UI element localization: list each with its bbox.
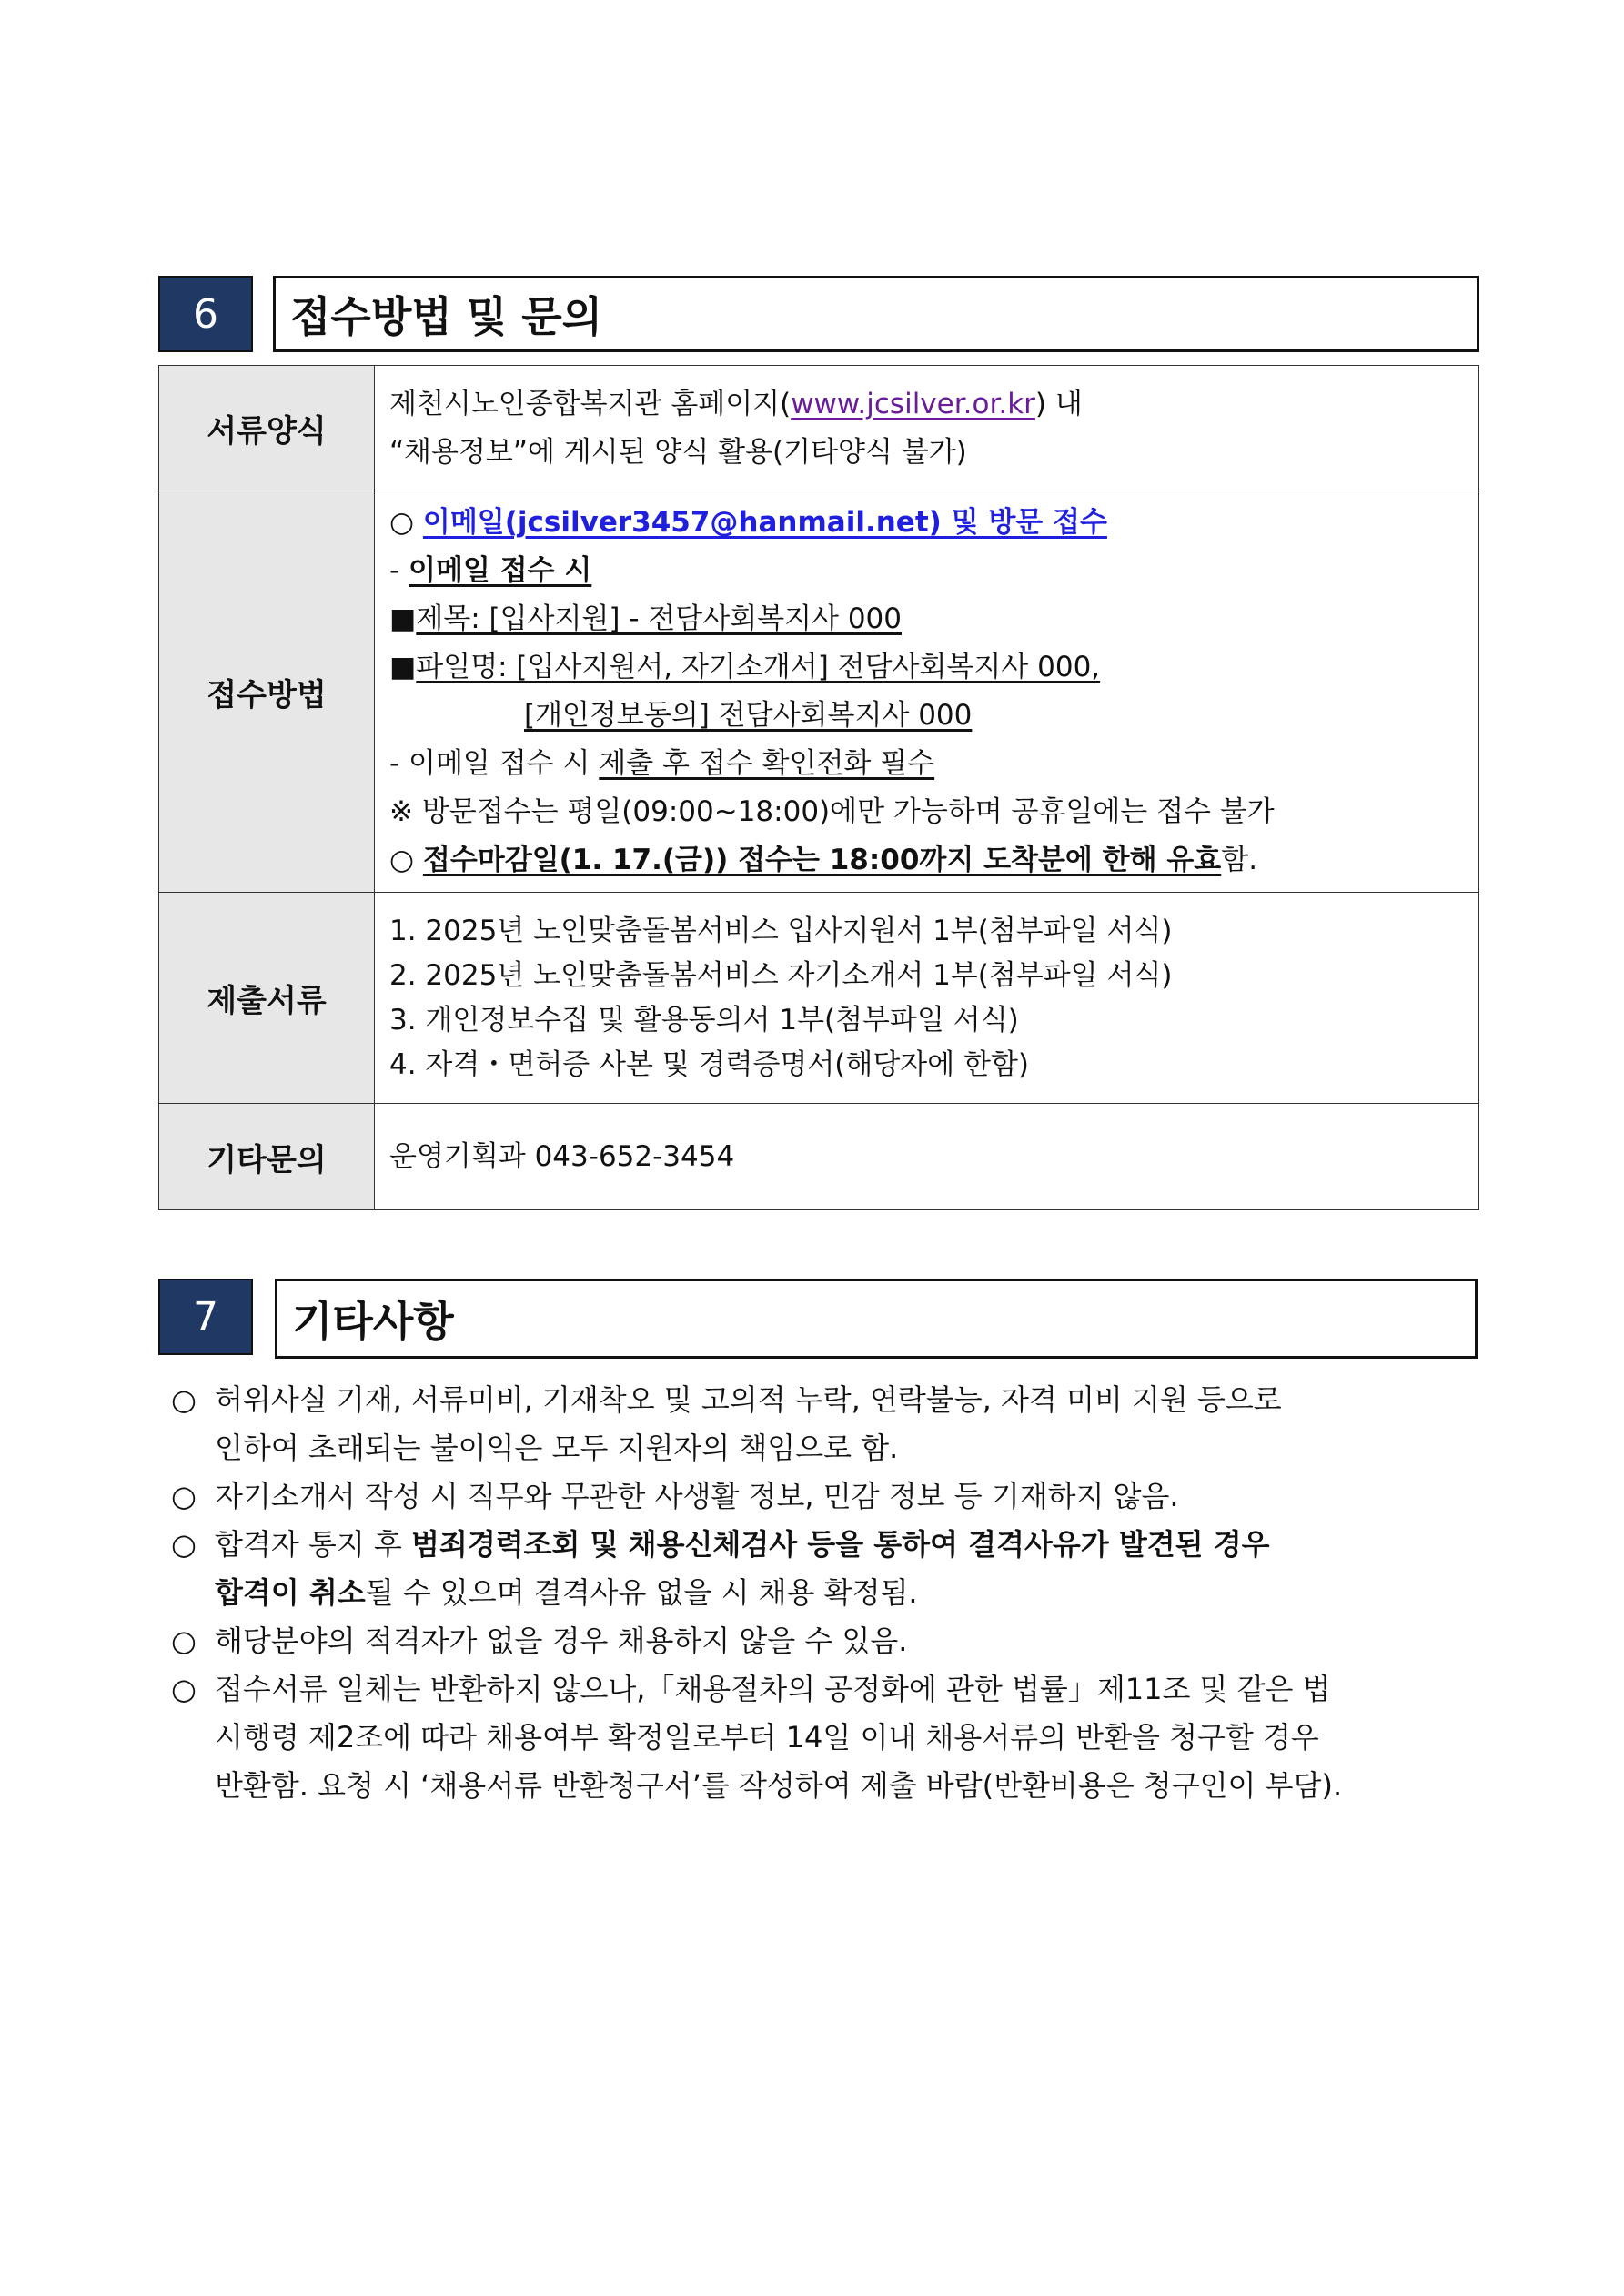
note-item xyxy=(171,1665,1490,1810)
note-5-line-3: 반환함. 요청 시 ‘채용서류 반환청구서’를 작성하여 제출 바람(반환비용은 청구인이 부담). xyxy=(215,1768,1343,1803)
docs-content xyxy=(375,893,1479,1104)
file-name: 파일명: [입사지원서, 자기소개서] 전담사회복지사 000, xyxy=(416,651,1101,683)
method-line-5 xyxy=(389,692,1464,740)
confirm-text: - 이메일 접수 시 xyxy=(389,747,600,780)
circle-mark: ○ xyxy=(171,1623,197,1658)
note-3-bold: 범죄경력조회 및 채용신체검사 등을 통하여 결격사유가 발견된 경우 xyxy=(411,1527,1270,1562)
note-3-bold-2: 합격이 취소 xyxy=(215,1575,366,1610)
doc-item: 3. 개인정보수집 및 활용동의서 1부(첨부파일 서식) xyxy=(389,1003,1019,1037)
email-subject: 제목: [입사지원] - 전담사회복지사 000 xyxy=(416,602,902,635)
method-line-6 xyxy=(389,740,1464,788)
inquiry-label: 기타문의 xyxy=(159,1104,375,1210)
circle-mark: ○ xyxy=(171,1527,197,1562)
method-line-3 xyxy=(389,595,1464,643)
note-item xyxy=(171,1617,1490,1665)
forms-label: 서류양식 xyxy=(159,366,375,491)
doc-item: 1. 2025년 노인맞춤돌봄서비스 입사지원서 1부(첨부파일 서식) xyxy=(389,914,1173,947)
note-item xyxy=(171,1521,1490,1617)
method-label: 접수방법 xyxy=(159,491,375,893)
note-3-line-1 xyxy=(215,1521,1490,1569)
notes-list xyxy=(171,1376,1490,1810)
method-line-4 xyxy=(389,643,1464,692)
circle-mark: ○ xyxy=(389,506,423,539)
circle-mark: ○ xyxy=(171,1382,197,1417)
file-name-2: [개인정보동의] 전담사회복지사 000 xyxy=(524,699,973,732)
email-heading: 이메일 접수 시 xyxy=(409,554,592,587)
row-method xyxy=(159,491,1479,893)
dash-mark: - xyxy=(389,554,409,587)
row-forms xyxy=(159,366,1479,491)
doc-item: 2. 2025년 노인맞춤돌봄서비스 자기소개서 1부(첨부파일 서식) xyxy=(389,958,1173,992)
forms-line-2: “채용정보”에 게시된 양식 활용(기타양식 불가) xyxy=(389,435,967,469)
doc-item: 4. 자격・면허증 사본 및 경력증명서(해당자에 한함) xyxy=(389,1047,1030,1081)
circle-mark: ○ xyxy=(171,1479,197,1513)
circle-mark: ○ xyxy=(171,1672,197,1706)
row-inquiry xyxy=(159,1104,1479,1210)
note-5-line-1: 접수서류 일체는 반환하지 않으나,「채용절차의 공정화에 관한 법률」제11조 및 같은 법 xyxy=(215,1672,1331,1706)
note-1-line-1: 허위사실 기재, 서류미비, 기재착오 및 고의적 누락, 연락불능, 자격 미비 지원 등으로 xyxy=(215,1382,1282,1417)
square-bullet-icon: ■ xyxy=(389,651,417,683)
note-3-text: 합격자 통지 후 xyxy=(215,1527,411,1562)
note-3-line-2 xyxy=(215,1569,1490,1617)
square-bullet-icon: ■ xyxy=(389,602,417,635)
note-1-line-2: 인하여 초래되는 불이익은 모두 지원자의 책임으로 함. xyxy=(215,1431,899,1465)
method-line-7: ※ 방문접수는 평일(09:00~18:00)에만 가능하며 공휴일에는 접수 불가 xyxy=(389,795,1275,828)
section-6-title: 접수방법 및 문의 xyxy=(273,276,1479,352)
email-link[interactable]: 이메일(jcsilver3457@hanmail.net) 및 방문 접수 xyxy=(422,506,1107,539)
note-2: 자기소개서 작성 시 직무와 무관한 사생활 정보, 민감 정보 등 기재하지 않음. xyxy=(215,1479,1179,1513)
section-7-number: 7 xyxy=(158,1279,253,1355)
confirm-call: 제출 후 접수 확인전화 필수 xyxy=(599,747,935,780)
section-6-number: 6 xyxy=(158,276,253,352)
forms-line-1 xyxy=(389,380,1464,429)
method-line-8 xyxy=(389,836,1464,885)
forms-content xyxy=(375,366,1479,491)
deadline-tail: 함. xyxy=(1221,844,1258,876)
note-item xyxy=(171,1376,1490,1472)
row-docs xyxy=(159,893,1479,1104)
inquiry-text: 운영기획과 043-652-3454 xyxy=(389,1139,735,1173)
section-7-title: 기타사항 xyxy=(275,1279,1478,1359)
forms-text: 제천시노인종합복지관 홈페이지( xyxy=(389,387,792,420)
note-item xyxy=(171,1472,1490,1521)
method-line-2 xyxy=(389,547,1464,595)
application-info-table xyxy=(158,365,1479,1210)
method-line-1 xyxy=(389,499,1464,547)
deadline-text: 접수마감일(1. 17.(금)) 접수는 18:00까지 도착분에 한해 유효 xyxy=(422,844,1222,876)
note-4: 해당분야의 적격자가 없을 경우 채용하지 않을 수 있음. xyxy=(215,1623,908,1658)
method-content xyxy=(375,491,1479,893)
forms-text-tail: ) 내 xyxy=(1034,387,1083,420)
homepage-link[interactable]: www.jcsilver.or.kr xyxy=(791,387,1035,420)
note-5-line-2: 시행령 제2조에 따라 채용여부 확정일로부터 14일 이내 채용서류의 반환을 청구할 경우 xyxy=(215,1720,1319,1755)
inquiry-content xyxy=(375,1104,1479,1210)
docs-label: 제출서류 xyxy=(159,893,375,1104)
note-3-tail: 될 수 있으며 결격사유 없을 시 채용 확정됨. xyxy=(365,1575,918,1610)
circle-mark: ○ xyxy=(389,844,423,876)
